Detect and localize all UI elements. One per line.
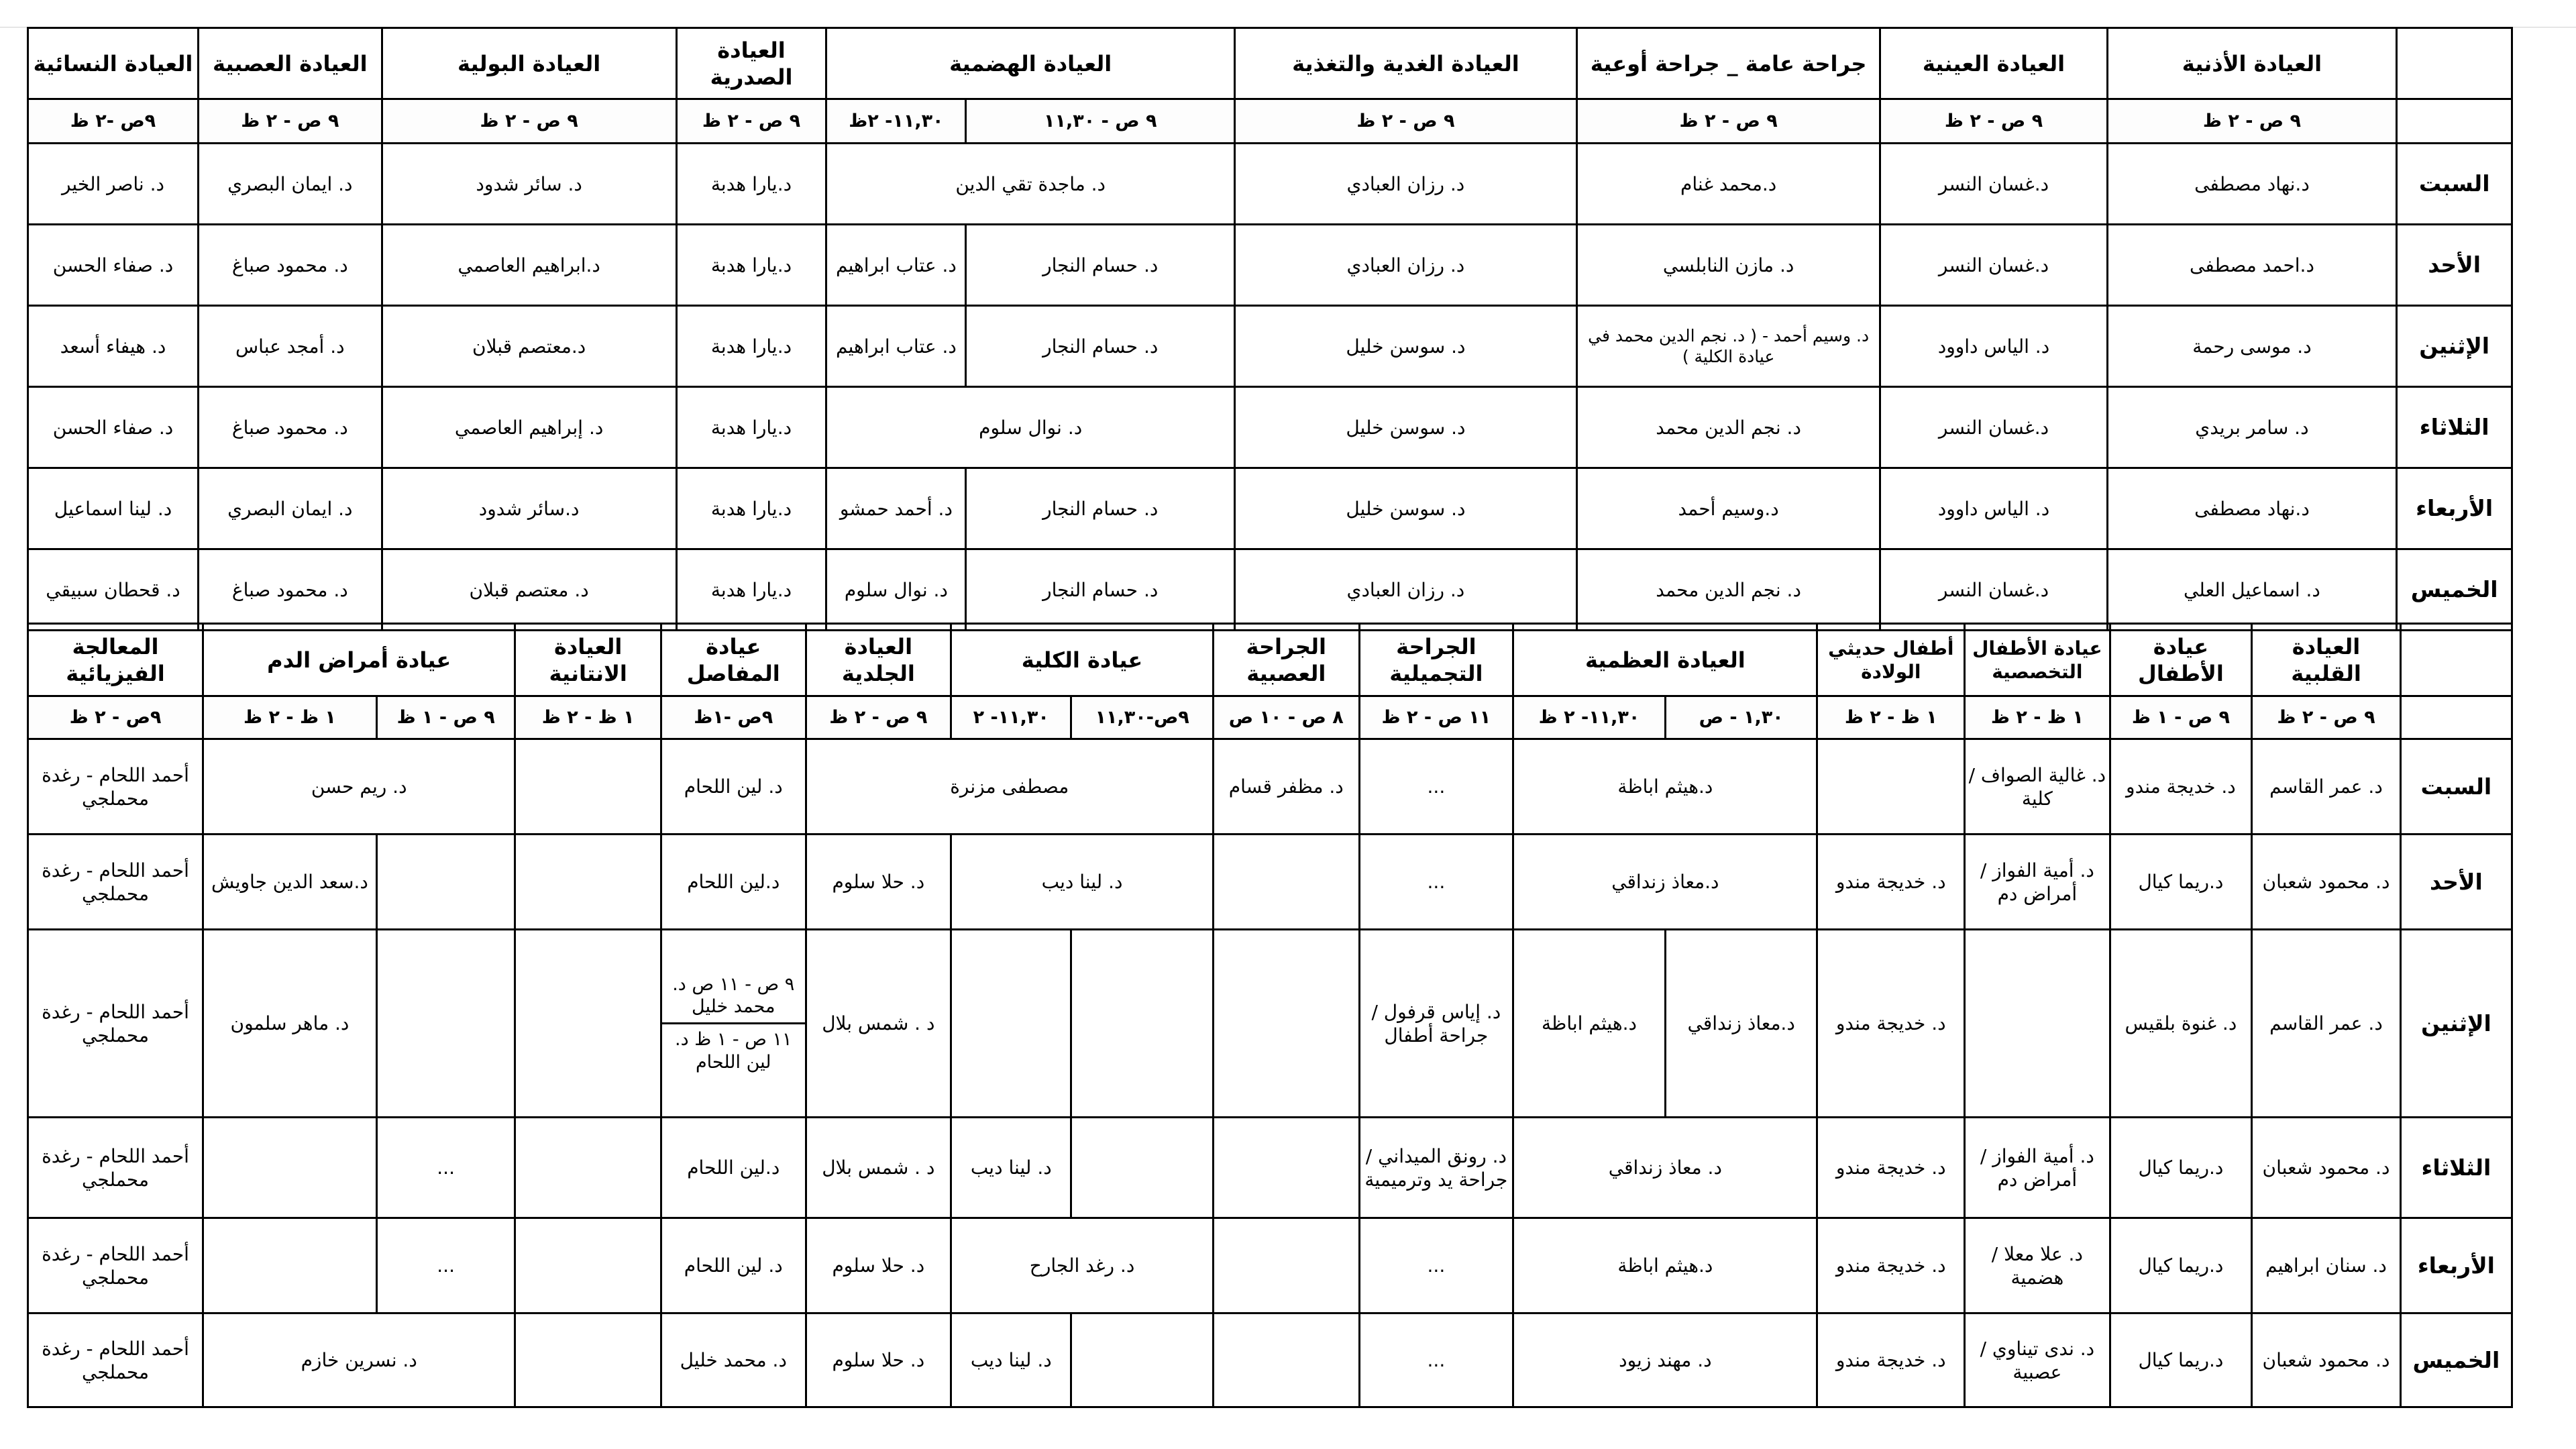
doctor-cell: أحمد اللحام - رغدة محملجي xyxy=(28,1313,203,1407)
header-rheumatology: عيادة المفاصل xyxy=(661,624,806,696)
doctor-cell: د. علا معلا / هضمية xyxy=(1965,1218,2110,1313)
doctor-cell: د.نهاد مصطفى xyxy=(2107,468,2397,549)
doctor-cell: د. أمية الفواز / أمراض دم xyxy=(1965,1118,2110,1218)
doctor-cell: ... xyxy=(1359,835,1513,930)
time-cell: ١ ظ - ٢ ظ xyxy=(203,696,377,739)
doctor-cell: د. لينا ديب xyxy=(951,1313,1071,1407)
doctor-cell: د. نوال سلوم xyxy=(826,387,1235,468)
doctor-cell: د. رزان العبادي xyxy=(1235,144,1577,225)
time-cell: ٩ ص - ١١,٣٠ xyxy=(966,99,1235,144)
empty-cell xyxy=(1071,1313,1214,1407)
doctor-cell: د.احمد مصطفى xyxy=(2107,225,2397,306)
doctor-cell: د. رزان العبادي xyxy=(1235,549,1577,631)
doctor-cell: د.غسان النسر xyxy=(1880,387,2107,468)
header-cardiology: العيادة القلبية xyxy=(2252,624,2401,696)
doctor-cell: د. معاذ زنداقي xyxy=(1513,1118,1817,1218)
empty-cell xyxy=(376,835,515,930)
header-chest: العيادة الصدرية xyxy=(676,28,826,99)
empty-cell xyxy=(1071,930,1214,1118)
doctor-cell: د. لينا ديب xyxy=(951,835,1214,930)
header-pediatric-specialty: عيادة الأطفال التخصصية xyxy=(1965,624,2110,696)
doctor-cell: د. سائر شدود xyxy=(382,144,676,225)
doctor-cell: د. مظفر قسام xyxy=(1213,739,1359,835)
doctor-cell: د. إياس قرفول / جراحة أطفال xyxy=(1359,930,1513,1118)
empty-cell xyxy=(515,1118,661,1218)
empty-cell xyxy=(1213,1218,1359,1313)
doctor-cell: د.ريما كيال xyxy=(2110,835,2252,930)
empty-cell xyxy=(1213,1118,1359,1218)
doctor-cell: ... xyxy=(1359,1313,1513,1407)
time-cell: ١١,٣٠- ٢ xyxy=(951,696,1071,739)
doctor-cell: د. لين اللحام xyxy=(661,739,806,835)
sheet-grid-top xyxy=(0,0,2576,28)
day-label: الخميس xyxy=(2397,549,2512,631)
day-label: الثلاثاء xyxy=(2397,387,2512,468)
header-neurosurgery: الجراحة العصبية xyxy=(1213,624,1359,696)
time-cell: ٩ ص - ١ ظ xyxy=(376,696,515,739)
doctor-cell: د. ايمان البصري xyxy=(198,468,382,549)
doctor-cell: مصطفى مزنرة xyxy=(806,739,1213,835)
time-cell: ٨ ص - ١٠ ص xyxy=(1213,696,1359,739)
doctor-cell: د. موسى رحمة xyxy=(2107,306,2397,387)
header-neonates: أطفال حديثي الولادة xyxy=(1817,624,1965,696)
doctor-cell: د. خديجة مندو xyxy=(1817,930,1965,1118)
header-urology: العيادة البولية xyxy=(382,28,676,99)
header-physiotherapy: المعالجة الفيزيائية xyxy=(28,624,203,696)
doctor-cell: د. خديجة مندو xyxy=(1817,835,1965,930)
joints-slot-late: ١١ ص - ١ ظ د. لين اللحام xyxy=(675,1029,792,1073)
empty-cell xyxy=(1213,835,1359,930)
header-neuro: العيادة العصبية xyxy=(198,28,382,99)
doctor-cell: د.ابراهيم العاصمي xyxy=(382,225,676,306)
doctor-cell: د. عتاب ابراهيم xyxy=(826,306,966,387)
time-cell: ١١ ص - ٢ ظ xyxy=(1359,696,1513,739)
time-cell: ٩ ص - ٢ ظ xyxy=(2107,99,2397,144)
doctor-cell: د. حسام النجار xyxy=(966,468,1235,549)
header-nephrology: عيادة الكلية xyxy=(951,624,1214,696)
header-infectious: العيادة الانتانية xyxy=(515,624,661,696)
doctor-cell: د. لين اللحام xyxy=(661,1218,806,1313)
doctor-cell: د. ايمان البصري xyxy=(198,144,382,225)
time-cell: ٩ص -٢ ظ xyxy=(28,99,199,144)
day-label: الأحد xyxy=(2397,225,2512,306)
doctor-cell: د. نوال سلوم xyxy=(826,549,966,631)
doctor-cell: د. لينا ديب xyxy=(951,1118,1071,1218)
empty-cell xyxy=(515,1313,661,1407)
header-gastro: العيادة الهضمية xyxy=(826,28,1235,99)
doctor-cell: د . شمس بلال xyxy=(806,930,951,1118)
doctor-cell: د. معتصم قبلان xyxy=(382,549,676,631)
doctor-cell: د. أحمد حمشو xyxy=(826,468,966,549)
doctor-cell: ... xyxy=(1359,739,1513,835)
doctor-cell: د. سنان ابراهيم xyxy=(2252,1218,2401,1313)
time-cell: ٩ ص - ١ ظ xyxy=(2110,696,2252,739)
empty-cell xyxy=(515,835,661,930)
empty-cell xyxy=(515,739,661,835)
day-label: الثلاثاء xyxy=(2400,1118,2512,1218)
schedule-table-upper xyxy=(27,27,2513,631)
doctor-cell: د.نهاد مصطفى xyxy=(2107,144,2397,225)
doctor-cell: د.سائر شدود xyxy=(382,468,676,549)
time-cell: ٩ ص - ٢ ظ xyxy=(1880,99,2107,144)
doctor-cell: د. نجم الدين محمد xyxy=(1576,549,1880,631)
header-hematology: عيادة أمراض الدم xyxy=(203,624,515,696)
doctor-cell: د. حلا سلوم xyxy=(806,1218,951,1313)
doctor-cell: د. رونق الميداني / جراحة يد وترميمية xyxy=(1359,1118,1513,1218)
time-cell: ١ ظ - ٢ ظ xyxy=(515,696,661,739)
doctor-cell: د. الياس داوود xyxy=(1880,306,2107,387)
doctor-cell: د. وسيم أحمد - ( د. نجم الدين محمد في عيادة الكلية ) xyxy=(1576,306,1880,387)
doctor-cell: د. هيفاء أسعد xyxy=(28,306,199,387)
header-ent: العيادة الأذنية xyxy=(2107,28,2397,99)
empty-cell xyxy=(203,1218,377,1313)
doctor-cell: د. أمية الفواز / أمراض دم xyxy=(1965,835,2110,930)
doctor-cell: أحمد اللحام - رغدة محملجي xyxy=(28,1218,203,1313)
doctor-cell: أحمد اللحام - رغدة محملجي xyxy=(28,835,203,930)
doctor-cell: د. أمجد عباس xyxy=(198,306,382,387)
doctor-cell: د. محمود شعبان xyxy=(2252,835,2401,930)
doctor-cell: د. محمد خليل xyxy=(661,1313,806,1407)
doctor-cell: د. خديجة مندو xyxy=(2110,739,2252,835)
doctor-cell: د. مهند زيود xyxy=(1513,1313,1817,1407)
time-cell: ١١,٣٠- ٢ ظ xyxy=(1513,696,1666,739)
doctor-cell: د. خديجة مندو xyxy=(1817,1218,1965,1313)
doctor-cell: د. اسماعيل العلي xyxy=(2107,549,2397,631)
doctor-cell: د.يارا هدبة xyxy=(676,144,826,225)
empty-cell xyxy=(376,930,515,1118)
doctor-cell: د.سعد الدين جاويش xyxy=(203,835,377,930)
day-label: الإثنين xyxy=(2400,930,2512,1118)
doctor-cell: د. نجم الدين محمد xyxy=(1576,387,1880,468)
doctor-cell: أحمد اللحام - رغدة محملجي xyxy=(28,1118,203,1218)
corner-cell xyxy=(2397,99,2512,144)
doctor-cell: د.معتصم قبلان xyxy=(382,306,676,387)
doctor-cell: د.ريما كيال xyxy=(2110,1218,2252,1313)
time-cell: ١ ظ - ٢ ظ xyxy=(1817,696,1965,739)
doctor-cell: د. عتاب ابراهيم xyxy=(826,225,966,306)
doctor-cell: د. صفاء الحسن xyxy=(28,387,199,468)
time-cell: ٩ص - ٢ ظ xyxy=(28,696,203,739)
empty-cell xyxy=(1213,1313,1359,1407)
doctor-cell: د.غسان النسر xyxy=(1880,144,2107,225)
time-cell: ١١,٣٠- ٢ظ xyxy=(826,99,966,144)
corner-cell xyxy=(2400,624,2512,696)
doctor-cell: د. محمود شعبان xyxy=(2252,1118,2401,1218)
time-cell: ٩ ص - ٢ ظ xyxy=(1576,99,1880,144)
doctor-cell: د . شمس بلال xyxy=(806,1118,951,1218)
time-cell: ٩ص -١ظ xyxy=(661,696,806,739)
doctor-cell: د. سوسن خليل xyxy=(1235,468,1577,549)
doctor-cell: ... xyxy=(1359,1218,1513,1313)
doctor-cell: د. سوسن خليل xyxy=(1235,387,1577,468)
doctor-cell: د. إبراهيم العاصمي xyxy=(382,387,676,468)
corner-cell xyxy=(2397,28,2512,99)
doctor-cell: د. عمر القاسم xyxy=(2252,930,2401,1118)
header-pediatrics: عيادة الأطفال xyxy=(2110,624,2252,696)
doctor-cell: د. لينا اسماعيل xyxy=(28,468,199,549)
day-label: الأربعاء xyxy=(2397,468,2512,549)
doctor-cell: د. ندى تيناوي / عصبية xyxy=(1965,1313,2110,1407)
doctor-cell: د. الياس داوود xyxy=(1880,468,2107,549)
doctor-cell: د. غالية الصواف / كلية xyxy=(1965,739,2110,835)
doctor-cell: د. غنوة بلقيس xyxy=(2110,930,2252,1118)
doctor-cell: د.غسان النسر xyxy=(1880,549,2107,631)
time-cell: ١ ظ - ٢ ظ xyxy=(1965,696,2110,739)
doctor-cell: د. محمود صباغ xyxy=(198,387,382,468)
doctor-cell: د. سوسن خليل xyxy=(1235,306,1577,387)
day-label: الخميس xyxy=(2400,1313,2512,1407)
doctor-cell: د.يارا هدبة xyxy=(676,306,826,387)
header-general-surgery: جراحة عامة _ جراحة أوعية xyxy=(1576,28,1880,99)
day-label: الإثنين xyxy=(2397,306,2512,387)
corner-cell xyxy=(2400,696,2512,739)
time-cell: ٩ ص - ٢ ظ xyxy=(2252,696,2401,739)
day-label: السبت xyxy=(2400,739,2512,835)
empty-cell xyxy=(1817,739,1965,835)
doctor-cell: د. حسام النجار xyxy=(966,306,1235,387)
time-cell: ٩ ص - ٢ ظ xyxy=(1235,99,1577,144)
empty-cell xyxy=(515,1218,661,1313)
header-plastic-surgery: الجراحة التجميلية xyxy=(1359,624,1513,696)
empty-cell xyxy=(951,930,1071,1118)
doctor-cell: د. قحطان سبيقي xyxy=(28,549,199,631)
time-cell: ٩ص-١١,٣٠ xyxy=(1071,696,1214,739)
doctor-cell: د.هيثم اباظة xyxy=(1513,930,1666,1118)
doctor-cell: د. عمر القاسم xyxy=(2252,739,2401,835)
doctor-cell: د. نسرين خازم xyxy=(203,1313,515,1407)
doctor-cell: د.معاذ زنداقي xyxy=(1665,930,1817,1118)
header-orthopedics: العيادة العظمية xyxy=(1513,624,1817,696)
doctor-cell: د. ماجدة تقي الدين xyxy=(826,144,1235,225)
doctor-cell: د. حلا سلوم xyxy=(806,835,951,930)
time-cell: ٩ ص - ٢ ظ xyxy=(382,99,676,144)
doctor-cell: د. محمود شعبان xyxy=(2252,1313,2401,1407)
header-gyn: العيادة النسائية xyxy=(28,28,199,99)
doctor-cell: د. رزان العبادي xyxy=(1235,225,1577,306)
doctor-cell: د. صفاء الحسن xyxy=(28,225,199,306)
time-cell: ٩ ص - ٢ ظ xyxy=(198,99,382,144)
empty-cell xyxy=(1071,1118,1214,1218)
doctor-cell: د.لين اللحام xyxy=(661,1118,806,1218)
header-endocrine: العيادة الغدية والتغذية xyxy=(1235,28,1577,99)
day-label: الأربعاء xyxy=(2400,1218,2512,1313)
doctor-cell: د. حسام النجار xyxy=(966,225,1235,306)
doctor-cell: أحمد اللحام - رغدة محملجي xyxy=(28,739,203,835)
doctor-cell: د.لين اللحام xyxy=(661,835,806,930)
doctor-cell: د.يارا هدبة xyxy=(676,387,826,468)
doctor-cell: د.يارا هدبة xyxy=(676,468,826,549)
doctor-cell: د.محمد غنام xyxy=(1576,144,1880,225)
time-cell: ٩ ص - ٢ ظ xyxy=(806,696,951,739)
doctor-cell: د. حسام النجار xyxy=(966,549,1235,631)
day-label: السبت xyxy=(2397,144,2512,225)
doctor-cell: د.وسيم أحمد xyxy=(1576,468,1880,549)
doctor-cell: أحمد اللحام - رغدة محملجي xyxy=(28,930,203,1118)
doctor-cell: د.معاذ زنداقي xyxy=(1513,835,1817,930)
empty-cell xyxy=(203,1118,377,1218)
empty-cell xyxy=(1965,930,2110,1118)
header-dermatology: العيادة الجلدية xyxy=(806,624,951,696)
doctor-cell: د.غسان النسر xyxy=(1880,225,2107,306)
doctor-cell: د. ريم حسن xyxy=(203,739,515,835)
doctor-cell: د.ريما كيال xyxy=(2110,1118,2252,1218)
empty-cell xyxy=(1213,930,1359,1118)
doctor-cell: د. مازن النابلسي xyxy=(1576,225,1880,306)
doctor-cell: د.ريما كيال xyxy=(2110,1313,2252,1407)
doctor-cell: د.يارا هدبة xyxy=(676,549,826,631)
doctor-cell: د. خديجة مندو xyxy=(1817,1118,1965,1218)
doctor-cell: د. رغد الجارح xyxy=(951,1218,1214,1313)
empty-cell xyxy=(515,930,661,1118)
schedule-table-lower xyxy=(27,623,2513,1408)
joints-slot-morning: ٩ ص - ١١ ص د. محمد خليل xyxy=(662,969,805,1025)
doctor-cell: د. محمود صباغ xyxy=(198,549,382,631)
doctor-cell: د. خديجة مندو xyxy=(1817,1313,1965,1407)
doctor-cell: ... xyxy=(376,1218,515,1313)
time-cell: ٩ ص - ٢ ظ xyxy=(676,99,826,144)
joints-split-cell xyxy=(661,930,806,1118)
doctor-cell: د. محمود صباغ xyxy=(198,225,382,306)
doctor-cell: د.هيثم اباظة xyxy=(1513,1218,1817,1313)
header-eye: العيادة العينية xyxy=(1880,28,2107,99)
doctor-cell: ... xyxy=(376,1118,515,1218)
doctor-cell: د. ناصر الخير xyxy=(28,144,199,225)
doctor-cell: د. ماهر سلمون xyxy=(203,930,377,1118)
time-cell: ١,٣٠ - ص xyxy=(1665,696,1817,739)
day-label: الأحد xyxy=(2400,835,2512,930)
doctor-cell: د.هيثم اباظة xyxy=(1513,739,1817,835)
doctor-cell: د. سامر بريدي xyxy=(2107,387,2397,468)
doctor-cell: د.يارا هدبة xyxy=(676,225,826,306)
doctor-cell: د. حلا سلوم xyxy=(806,1313,951,1407)
